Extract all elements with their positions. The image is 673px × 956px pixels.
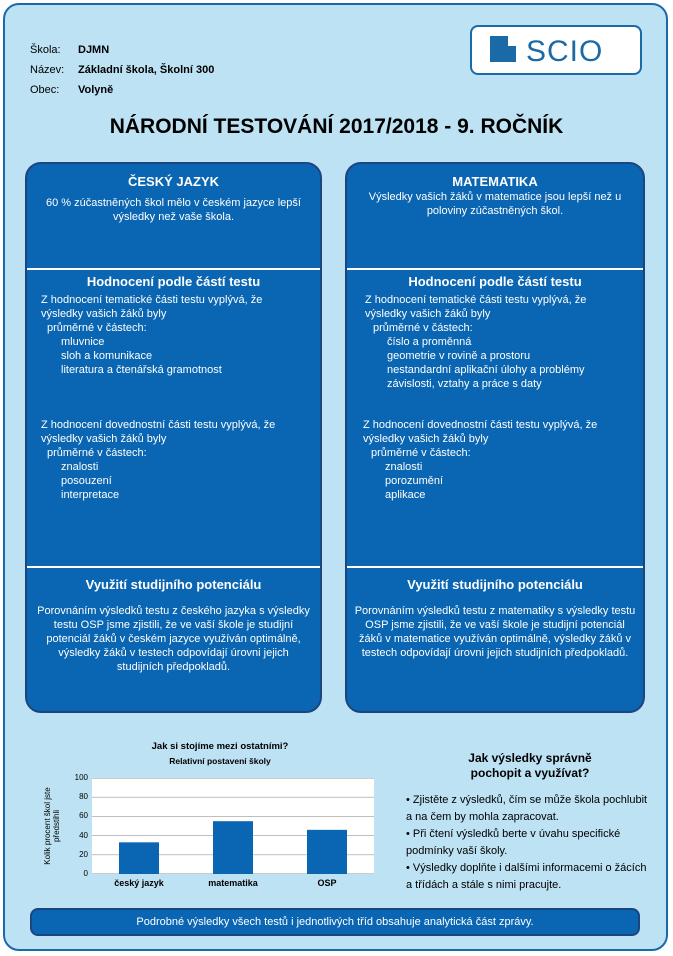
intro-line: výsledky vašich žáků byly [41,433,167,445]
intro-line: výsledky vašich žáků byly [363,433,489,445]
logo-notch [508,36,518,46]
list-item: interpretace [61,489,120,501]
chart-subtitle: Relativní postavení školy [169,756,271,766]
math-title: MATEMATIKA [452,174,538,189]
bar-chart [92,778,374,874]
list-item: literatura a čtenářská gramotnost [61,364,222,376]
intro-line: výsledky vašich žáků byly [365,308,491,320]
tips-list [406,792,651,894]
chart-ylabel-box [32,785,68,870]
czech-summary: 60 % zúčastněných škol mělo v českém jazyce lepší výsledky než vaše škola. [46,197,301,223]
divider [347,268,643,270]
intro-line: výsledky vašich žáků byly [41,308,167,320]
list-item: nestandardní aplikační úlohy a problémy [387,364,585,376]
intro-line: Z hodnocení dovednostní části testu vyplývá, že [41,419,276,431]
bar-2 [307,830,347,874]
average-label: průměrné v částech: [47,322,147,334]
average-label: průměrné v částech: [373,322,473,334]
intro-line: Z hodnocení tematické části testu vyplývá, že [41,294,263,306]
bar-0 [119,842,159,874]
divider [347,566,643,568]
czech-panel [25,162,322,713]
math-skill-intro [363,418,597,502]
average-label: průměrné v částech: [371,447,471,459]
list-item: geometrie v rovině a prostoru [387,350,531,362]
tip-item: • Zjistěte z výsledků, čím se může škola pochlubit a na čem by mohla zapracovat. [406,794,648,823]
ytick-label: 20 [79,849,88,859]
math-panel [345,162,645,713]
chart-ylabel: Kolik procent škol jste předstihli [43,787,61,865]
page-title: NÁRODNÍ TESTOVÁNÍ 2017/2018 - 9. ROČNÍK [109,115,564,138]
czech-thematic-intro [41,293,262,377]
scio-logo [470,25,642,75]
intro-line: Z hodnocení dovednostní části testu vyplývá, že [363,419,598,431]
czech-potential-text: Porovnáním výsledků testu z českého jazyka s výsledky testu OSP jsme zjistili, že ve vaší škole je studijní potenciál žáků v českém jazyce využíván optimálně, výsledky žáků v testech odpovídají úrovni jejich studijních předpokladů. [37,605,310,673]
math-parts-title: Hodnocení podle částí testu [408,274,582,289]
math-summary: Výsledky vašich žáků v matematice jsou lepší než u poloviny zúčastněných škol. [368,191,622,217]
name-label: Název: [30,64,65,76]
tip-text: Výsledky doplňte i dalšími informacemi o žácích a třídách a stále s nimi pracujte. [406,862,647,891]
chart-title: Jak si stojíme mezi ostatními? [151,741,289,752]
chart-plot-area [92,778,374,874]
list-item: sloh a komunikace [61,350,153,362]
tips-title [420,751,640,781]
list-item: závislosti, vztahy a práce s daty [387,378,542,390]
tip-text: Zjistěte z výsledků, čím se může škola pochlubit a na čem by mohla zapracovat. [406,794,648,823]
name-value: Základní škola, Školní 300 [78,64,215,76]
category-label: OSP [317,878,337,888]
category-label: český jazyk [114,878,164,888]
list-item: aplikace [385,489,426,501]
ytick-label: 100 [74,773,88,782]
ytick-label: 80 [79,792,88,802]
tip-text: Při čtení výsledků berte v úvahu specifické podmínky vaší školy. [406,828,621,857]
list-item: mluvnice [61,336,105,348]
school-value: DJMN [78,44,110,56]
school-info [30,40,214,100]
tips-title-line: Jak výsledky správně [468,751,592,765]
bar-1 [213,821,253,874]
czech-parts-title: Hodnocení podle částí testu [86,274,261,289]
list-item: posouzení [61,475,112,487]
school-label: Škola: [30,44,61,56]
list-item: znalosti [385,461,423,473]
intro-line: Z hodnocení tematické části testu vyplývá, že [365,294,587,306]
divider [27,566,320,568]
ytick-label: 60 [79,811,88,821]
category-label: matematika [208,878,258,888]
logo-text: SCIO [526,35,604,68]
tips-title-line: pochopit a využívat? [470,766,590,780]
footer-note: Podrobné výsledky všech testů i jednotlivých tříd obsahuje analytická část zprávy. [30,908,640,936]
list-item: znalosti [61,461,99,473]
town-value: Volyně [78,84,114,96]
tip-item: • Výsledky doplňte i dalšími informacemi o žácích a třídách a stále s nimi pracujte. [406,862,647,891]
tip-item: • Při čtení výsledků berte v úvahu specifické podmínky vaší školy. [406,828,621,857]
divider [27,268,320,270]
math-potential-text: Porovnáním výsledků testu z matematiky s výsledky testu OSP jsme zjistili, že ve vaší škole je studijní potenciál žáků v matematice využíván optimálně, výsledky žáků v testech odpovídají úrovni jejich studijních předpokladů. [354,605,636,659]
list-item: porozumění [385,475,444,487]
math-potential-title: Využití studijního potenciálu [407,577,583,592]
list-item: číslo a proměnná [387,336,472,348]
czech-title: ČESKÝ JAZYK [127,174,220,189]
ytick-label: 0 [83,869,88,878]
czech-skill-intro [41,418,275,502]
average-label: průměrné v částech: [47,447,147,459]
math-thematic-intro [365,293,586,391]
czech-potential-title: Využití studijního potenciálu [85,577,262,592]
ytick-label: 40 [79,830,88,840]
town-label: Obec: [30,84,60,96]
